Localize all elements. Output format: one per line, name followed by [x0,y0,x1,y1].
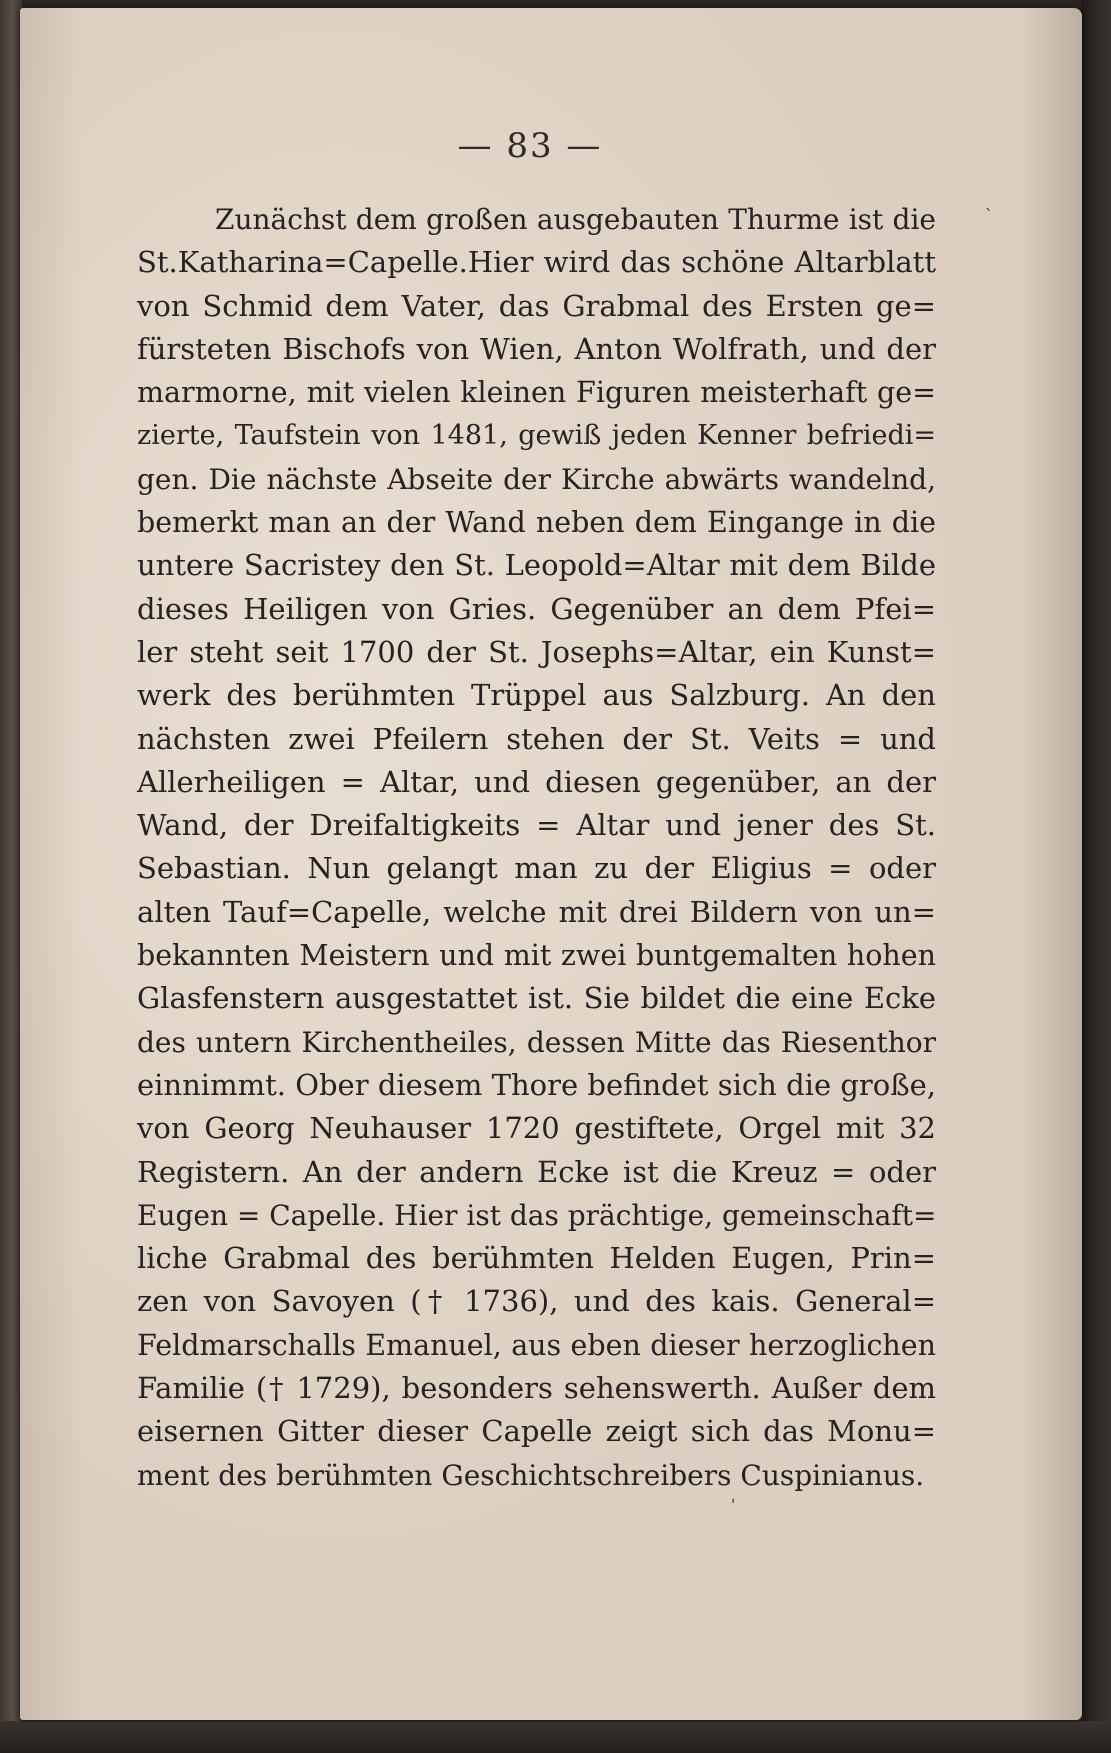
text-line: nächsten zwei Pfeilern stehen der St. Veits = und [137,721,936,756]
text-line: eisernen Gitter dieser Capelle zeigt sich das Monu= [137,1414,936,1449]
book-cover-edge-left [0,0,22,1753]
text-line: bemerkt man an der Wand neben dem Eingange in die [137,506,936,540]
text-line: von Georg Neuhauser 1720 gestiftete, Orgel mit 32 [137,1111,936,1146]
text-line: werk des berühmten Trüppel aus Salzburg. An den [137,678,936,713]
text-line: zen von Savoyen († 1736), und des kais. General= [137,1284,936,1319]
paper-speck: ' [731,1495,736,1514]
text-line: Registern. An der andern Ecke ist die Kreuz = oder [137,1154,936,1189]
body-text [137,198,936,1497]
text-line: von Schmid dem Vater, das Grabmal des Ersten ge= [137,288,936,323]
text-line: Zunächst dem großen ausgebauten Thurme ist die [215,203,936,236]
text-line: Allerheiligen = Altar, und diesen gegenüber, an der [137,764,936,799]
text-line: Familie († 1729), besonders sehenswerth. Außer dem [137,1371,936,1406]
book-cover-edge-right [1081,0,1111,1753]
text-line: marmorne, mit vielen kleinen Figuren meisterhaft ge= [137,376,936,410]
text-line: zierte, Taufstein von 1481, gewiß jeden Kenner befriedi= [137,420,936,452]
text-line: liche Grabmal des berühmten Helden Eugen, Prin= [137,1241,936,1276]
text-line: ment des berühmten Geschichtschreibers Cuspinianus. [137,1458,925,1492]
text-line: Sebastian. Nun gelangt man zu der Eligius = oder [137,851,936,886]
text-line: fürsteten Bischofs von Wien, Anton Wolfrath, und der [137,331,936,366]
text-line: untere Sacristey den St. Leopold=Altar mit dem Bilde [137,548,936,583]
text-line: einnimmt. Ober diesem Thore befindet sich die große, [137,1067,936,1102]
text-line: Wand, der Dreifaltigkeits = Altar und jener des St. [137,808,936,843]
book-page [20,8,1082,1720]
text-line: alten Tauf=Capelle, welche mit drei Bildern von un= [137,894,936,929]
text-line: dieses Heiligen von Gries. Gegenüber an dem Pfei= [137,591,936,626]
text-line: Eugen = Capelle. Hier ist das prächtige, gemeinschaft= [137,1198,937,1232]
page-number: — 83 — [457,126,603,166]
paper-speck: ` [985,206,993,225]
text-line: St.Katharina=Capelle.Hier wird das schöne Altarblatt [137,245,936,280]
book-cover-edge-bottom [0,1721,1111,1753]
text-line: Feldmarschalls Emanuel, aus eben dieser herzoglichen [137,1328,936,1362]
text-line: gen. Die nächste Abseite der Kirche abwärts wandelnd, [137,462,936,496]
text-line: Glasfenstern ausgestattet ist. Sie bildet die eine Ecke [137,981,936,1016]
text-line: bekannten Meistern und mit zwei buntgemalten hohen [137,939,936,973]
text-line: ler steht seit 1700 der St. Josephs=Altar, ein Kunst= [137,634,936,669]
text-line: des untern Kirchentheiles, dessen Mitte das Riesenthor [137,1025,936,1059]
